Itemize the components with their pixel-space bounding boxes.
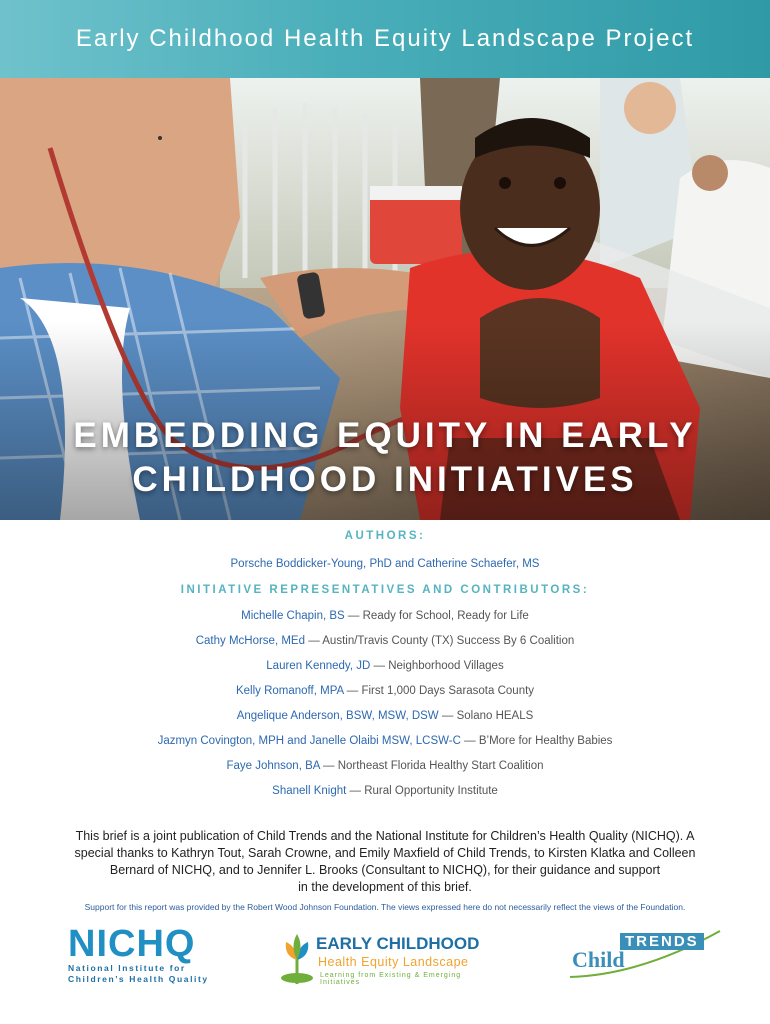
report-title-line-1: EMBEDDING EQUITY IN EARLY [73,416,697,455]
contributor-line [0,710,770,722]
contributor-name: Shanell Knight [272,785,347,797]
contributor-name: Faye Johnson, BA [226,760,320,772]
report-title-line-2: CHILDHOOD INITIATIVES [132,460,638,499]
early-childhood-tagline: Learning from Existing & Emerging Initiatives [320,972,462,986]
project-title: Early Childhood Health Equity Landscape Project [75,25,695,52]
nichq-tagline-1: National Institute for [68,963,186,973]
acknowledgement-line: in the development of this brief. [298,880,472,894]
nichq-tagline-2: Children’s Health Quality [68,974,209,984]
contributor-line [0,735,770,747]
child-trends-logo [560,925,730,985]
contributor-line [0,685,770,697]
contributor-name: Michelle Chapin, BS [241,610,345,622]
funding-note: Support for this report was provided by the Robert Wood Johnson Foundation. The views expressed here do not necessarily reflect the views of the Foundation. [84,902,686,912]
contributor-org: Rural Opportunity Institute [364,785,498,797]
contributor-line [0,660,770,672]
contributor-line [0,610,770,622]
contributor-org: B’More for Healthy Babies [478,735,613,747]
dash: — [346,685,359,697]
credits-section [0,530,770,797]
contributor-line [0,785,770,797]
acknowledgement-line: special thanks to Kathryn Tout, Sarah Crowne, and Emily Maxfield of Child Trends, to Kirsten Klatka and Colleen [74,846,696,860]
early-childhood-title: EARLY CHILDHOOD [316,934,480,953]
contributor-name: Angelique Anderson, BSW, MSW, DSW [236,710,439,722]
title-banner [0,0,770,78]
contributor-name: Kelly Romanoff, MPA [235,685,344,697]
contributors-label: INITIATIVE REPRESENTATIVES AND CONTRIBUTORS: [180,584,590,596]
child-trends-child: Child [572,947,625,972]
child-trends-trends: TRENDS [620,933,704,950]
acknowledgement-line: This brief is a joint publication of Child Trends and the National Institute for Children’s Health Quality (NICHQ). A [75,829,695,843]
contributor-org: Austin/Travis County (TX) Success By 6 Coalition [322,635,575,647]
contributor-org: Ready for School, Ready for Life [362,610,529,622]
tree-icon [280,932,314,984]
contributor-org: Neighborhood Villages [388,660,504,672]
acknowledgement-line: Bernard of NICHQ, and to Jennifer L. Brooks (Consultant to NICHQ), for their guidance and support [109,863,661,877]
dash: — [323,760,335,772]
dash: — [308,635,320,647]
author-names: Porsche Boddicker-Young, PhD and Catherine Schaefer, MS [230,558,540,570]
early-childhood-subtitle: Health Equity Landscape [318,955,469,969]
dash: — [464,735,476,747]
dash: — [349,785,362,797]
hero-photo [0,78,770,520]
contributor-name: Lauren Kennedy, JD [266,660,371,672]
contributor-name: Jazmyn Covington, MPH and Janelle Olaibi MSW, LCSW-C [157,735,461,747]
authors-label: AUTHORS: [344,530,426,542]
dash: — [373,660,385,672]
nichq-wordmark: NICHQ [68,923,196,965]
contributor-org: First 1,000 Days Sarasota County [361,685,535,697]
contributor-org: Northeast Florida Healthy Start Coalition [337,760,544,772]
contributor-line [0,635,770,647]
dash: — [347,610,360,622]
contributor-org: Solano HEALS [456,710,534,722]
contributor-name: Cathy McHorse, MEd [195,635,305,647]
early-childhood-logo [280,930,490,985]
report-title [0,414,770,502]
dash: — [441,710,454,722]
contributor-line [0,760,770,772]
acknowledgement-paragraph [62,828,708,896]
nichq-logo [68,925,218,985]
